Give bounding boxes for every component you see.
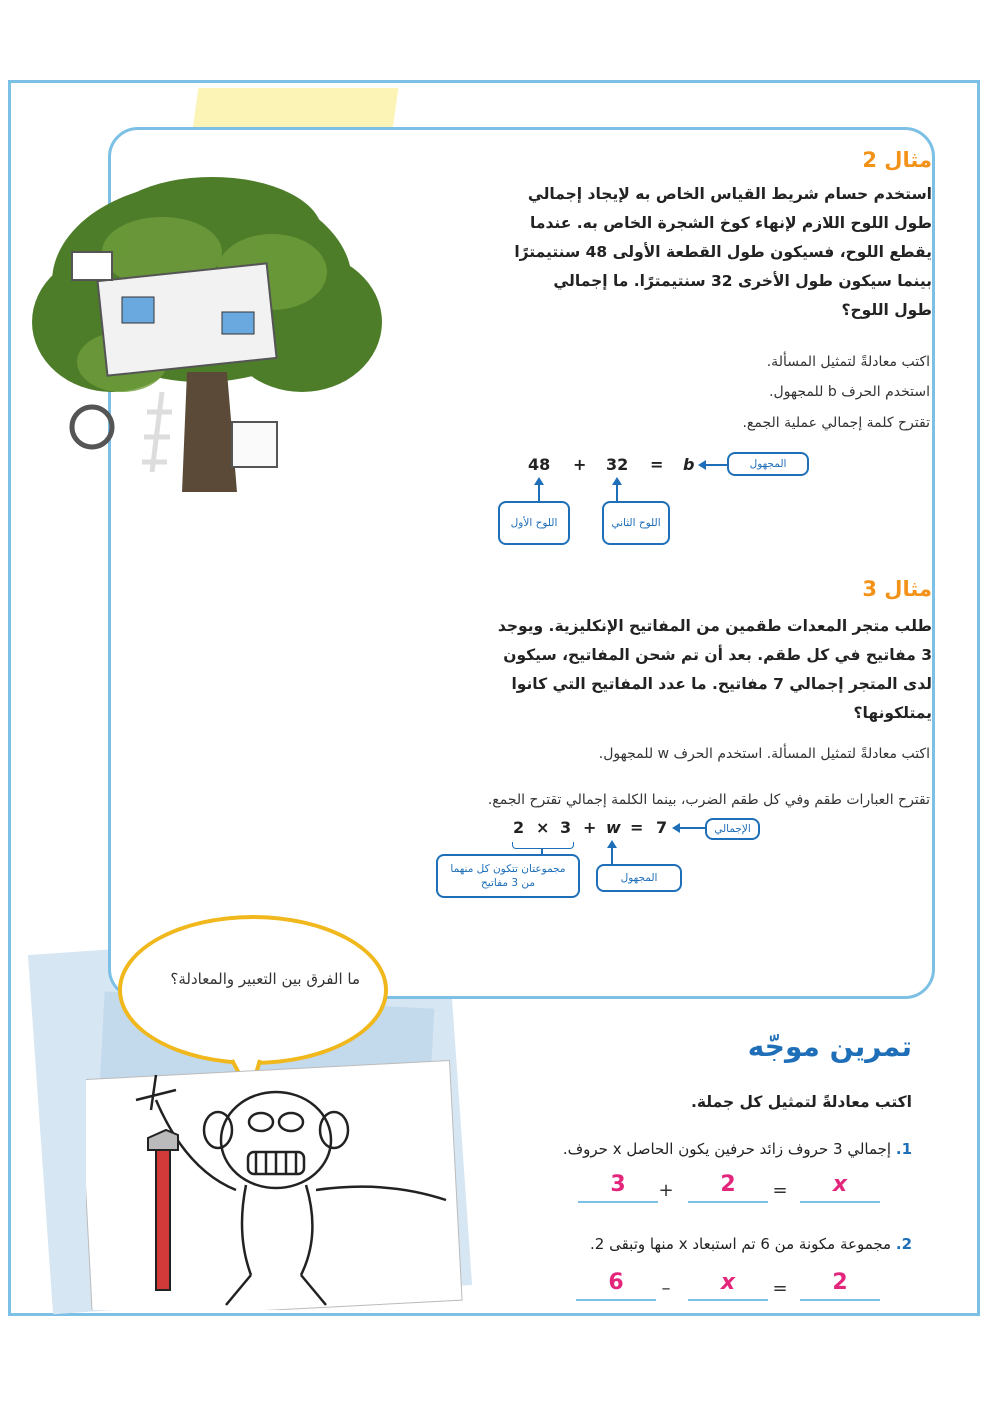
groups-bracket [512,842,574,849]
arrow-head [534,477,544,485]
example2-title: مثال 2 [862,148,932,172]
example2-step-1: اكتب معادلةً لتمثيل المسألة. [766,354,930,370]
eq3-equals: = [630,818,644,837]
operator-equals: = [772,1180,788,1201]
example3-step-1: اكتب معادلةً لتمثيل المسألة. استخدم الحرف w للمجهول. [598,746,930,762]
arrow-head [612,477,622,485]
eq3-plus: + [583,818,597,837]
example3-step-2: تقترح العبارات طقم وفي كل طقم الضرب، بينما الكلمة إجمالي تقترح الجمع. [487,792,930,808]
label-unknown-b: المجهول [727,452,809,476]
exercise-2-number: 2. [895,1235,912,1253]
eq3-unknown-w: w [606,818,621,837]
answer-line [688,1299,768,1301]
label-second-board: اللوح الثاني [602,501,670,545]
example3-problem: طلب متجر المعدات طقمين من المفاتيح الإنكليزية. ويوجد 3 مفاتيح في كل طقم. بعد أن تم شحن المفاتيح، سيكون لدى المتجر إجمالي 7 مفاتيح. ما عدد المفاتيح التي كانوا يمتلكونها؟ [497,617,932,722]
answer-line [578,1201,658,1203]
answer-1a: 3 [610,1172,626,1197]
eq3-term-3: 3 [560,818,572,837]
eq2-term-48: 48 [528,455,551,474]
eq3-term-2: 2 [513,818,525,837]
exercise-1-number: 1. [895,1140,912,1158]
eq2-unknown-b: b [683,455,695,474]
bubble-text: ما الفرق بين التعبير والمعادلة؟ [170,970,360,988]
arrow-head [607,840,617,848]
guided-practice-title: تمرين موجّه [747,1030,912,1063]
eq2-equals: = [650,455,664,474]
example3-title: مثال 3 [862,577,932,601]
operator-equals: = [772,1278,788,1299]
guided-practice-instruction: اكتب معادلةً لتمثيل كل جملة. [690,1093,912,1111]
example2-problem: استخدم حسام شريط القياس الخاص به لإيجاد إجمالي طول اللوح اللازم لإنهاء كوخ الشجرة الخاص به. عندما يقطع اللوح، فسيكون طول القطعة الأولى 48 سنتيمترًا بينما سيكون طول الأخرى 32 سنتيمترًا. ما إجمالي طول اللوح؟ [514,185,932,319]
answer-2a: 6 [608,1270,624,1295]
arrow-line [538,485,540,501]
answer-1c: x [832,1172,848,1197]
arrow-line [611,848,613,864]
answer-2b: x [720,1270,736,1295]
eq2-term-32: 32 [606,455,629,474]
answer-line [576,1299,656,1301]
answer-line [800,1201,880,1203]
arrow-line [679,827,705,829]
eq3-total-7: 7 [656,818,668,837]
example2-step-2: استخدم الحرف b للمجهول. [769,384,930,400]
label-groups: مجموعتان تتكون كل منهما من 3 مفاتيح [436,854,580,898]
arrow-line [616,485,618,501]
answer-line [800,1299,880,1301]
label-unknown-w: المجهول [596,864,682,892]
exercise-2-text: مجموعة مكونة من 6 تم استبعاد x منها وتبقى 2. [590,1235,892,1253]
operator-plus: + [658,1180,674,1201]
eq2-plus: + [573,455,587,474]
treehouse-illustration [22,172,392,502]
exercise-1-text: إجمالي 3 حروف زائد حرفين يكون الحاصل x حروف. [562,1140,892,1158]
eq3-times: × [536,818,550,837]
arrow-line [705,464,727,466]
label-total: الإجمالي [705,818,760,840]
operator-minus: – [661,1278,671,1299]
answer-line [688,1201,768,1203]
monkey-illustration [86,1060,466,1310]
exercise-1 [563,1140,912,1158]
example2-step-3: تقترح كلمة إجمالي عملية الجمع. [742,415,930,431]
answer-2c: 2 [832,1270,848,1295]
label-first-board: اللوح الأول [498,501,570,545]
answer-1b: 2 [720,1172,736,1197]
exercise-2 [590,1235,912,1253]
